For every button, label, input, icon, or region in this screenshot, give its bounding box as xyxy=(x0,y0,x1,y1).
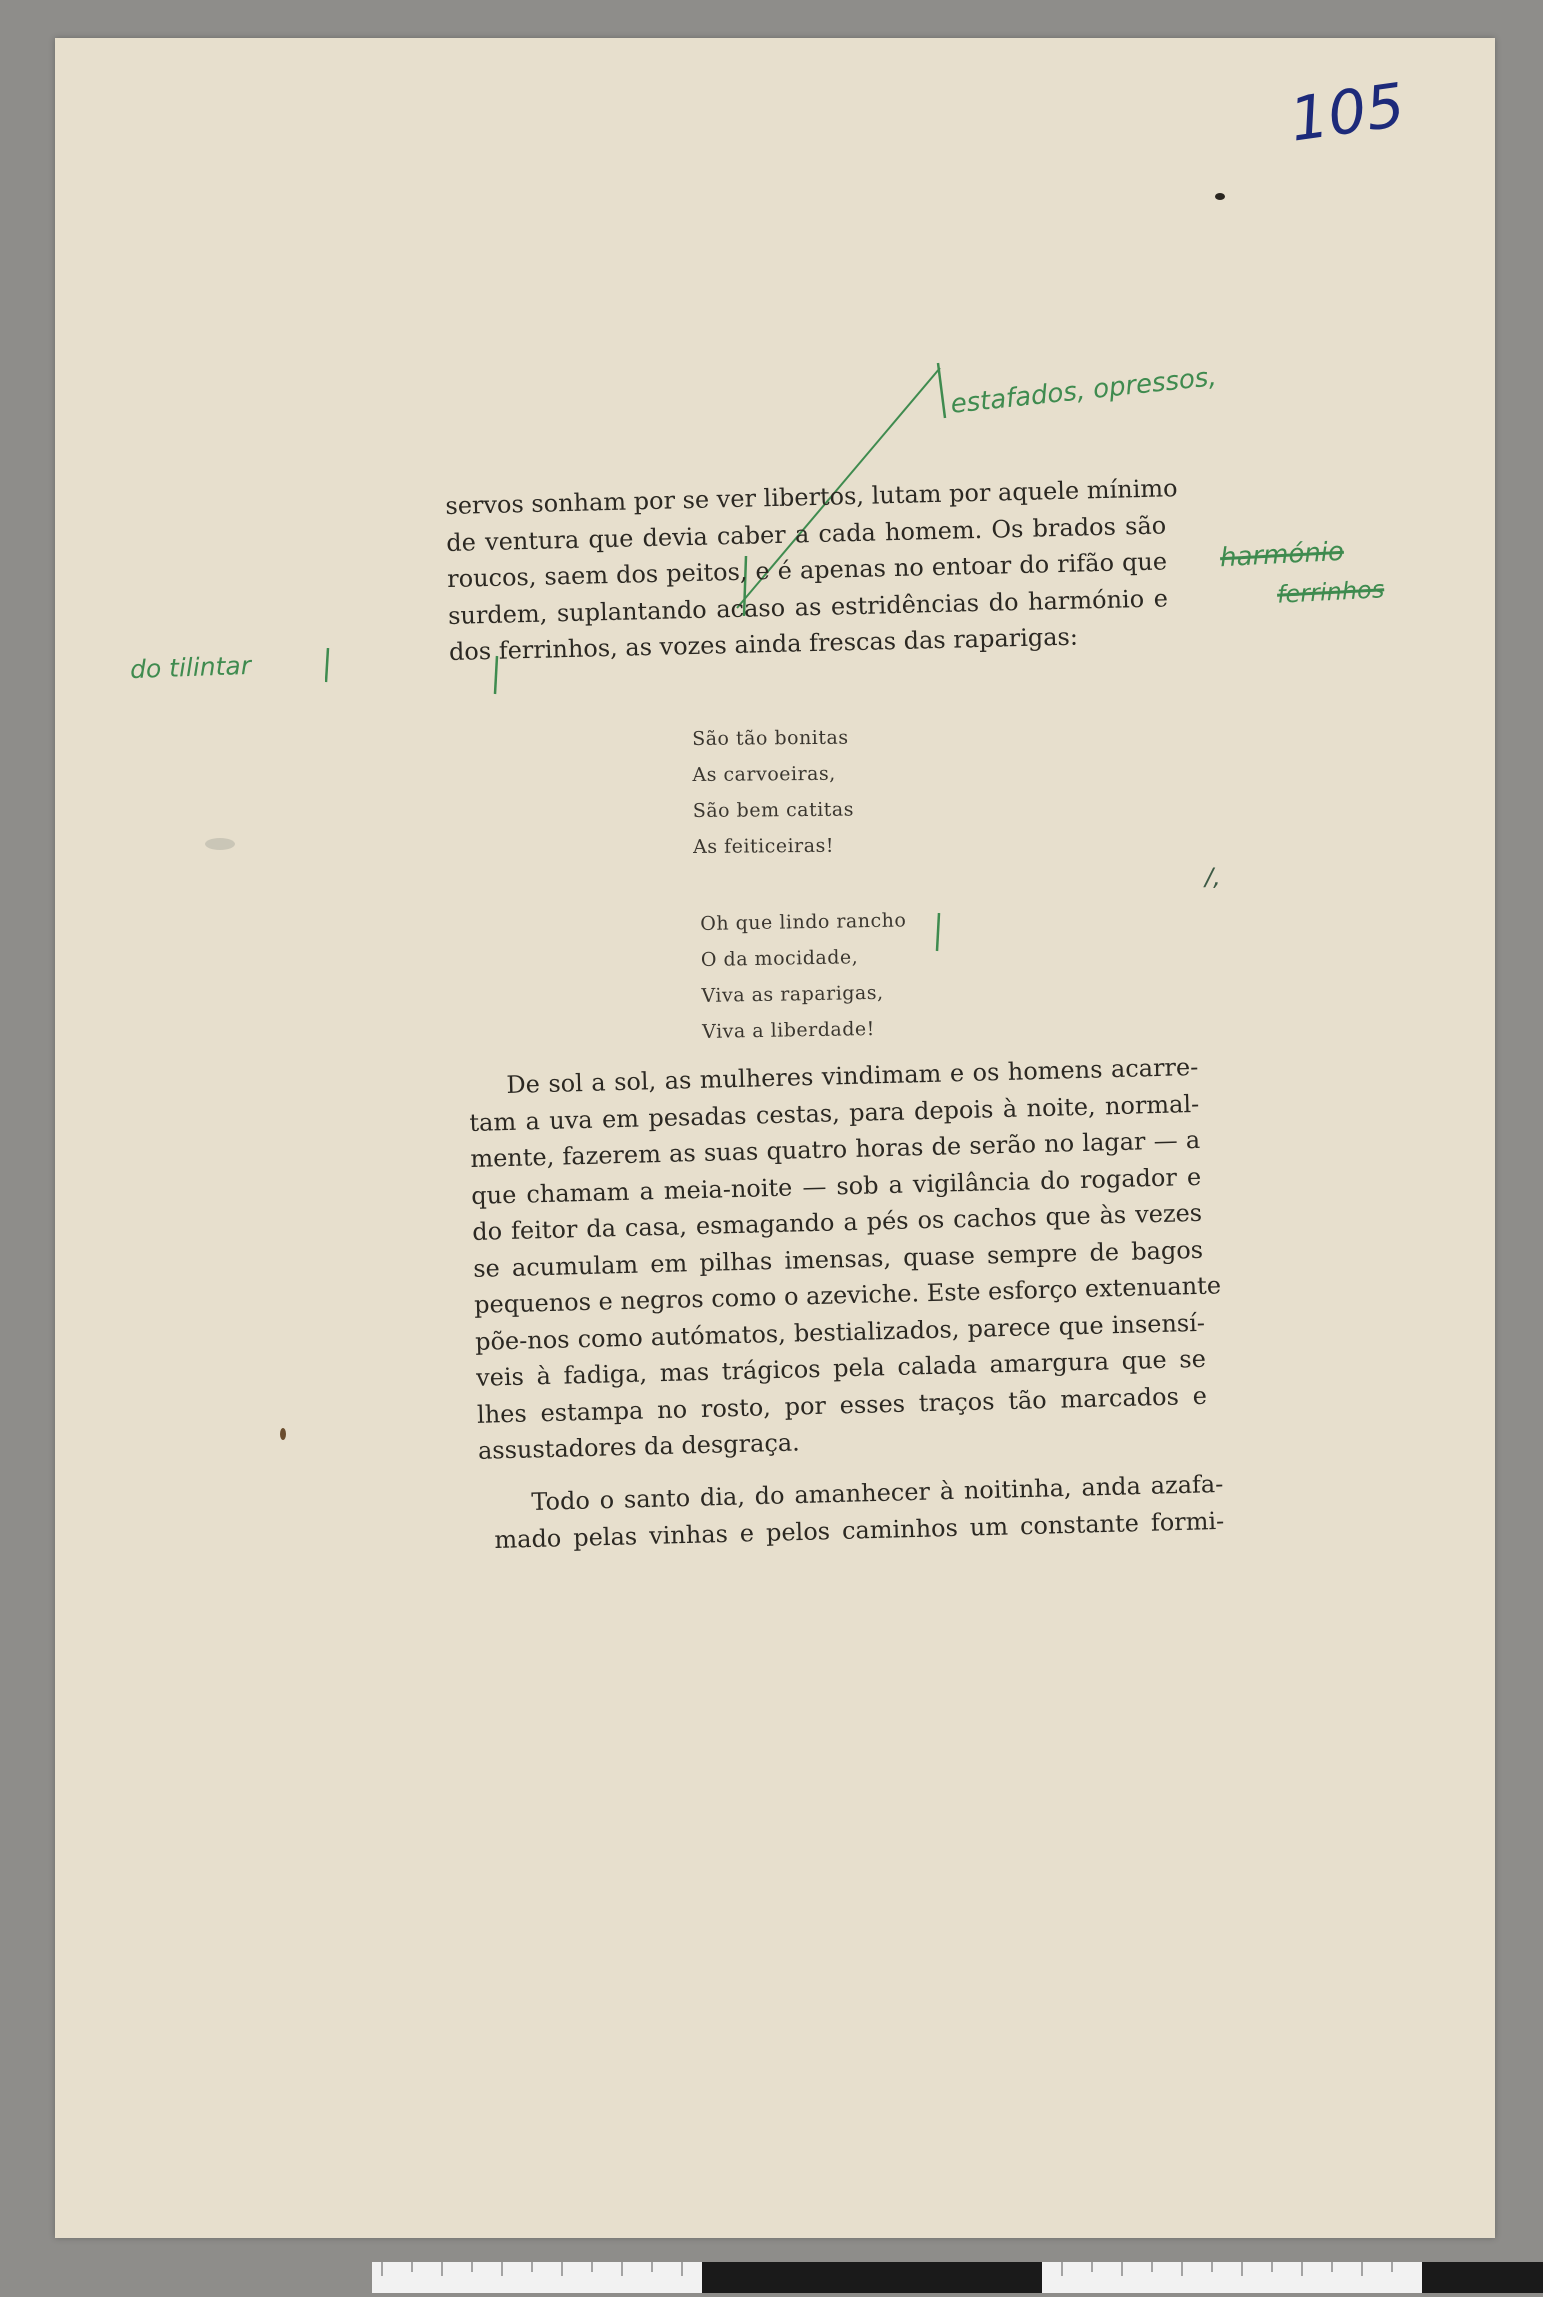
right-mark-annotation: /, xyxy=(1205,863,1221,891)
text-line: surdem, suplantando acaso as estridências do harmónio e xyxy=(447,583,1169,630)
paragraph-2 xyxy=(468,1049,1222,1469)
right-margin-struck-1: harmónio xyxy=(1219,536,1345,574)
text-line: do feitor da casa, esmagando a pés os cachos que às vezes xyxy=(471,1198,1203,1246)
verse-stanza-1 xyxy=(692,720,854,865)
document-page xyxy=(55,38,1495,2238)
text-line: Todo o santo dia, do amanhecer à noitinha, anda azafa- xyxy=(531,1469,1224,1516)
verse-insert-mark-icon xyxy=(933,913,945,958)
text-line: veis à fadiga, mas trágicos pela calada amargura que se xyxy=(475,1344,1207,1392)
top-insert-annotation: estafados, opressos, xyxy=(949,362,1218,420)
left-margin-annotation: do tilintar xyxy=(129,650,252,685)
text-line: se acumulam em pilhas imensas, quase sempre de bagos xyxy=(472,1235,1204,1283)
text-line: De sol a sol, as mulheres vindimam e os homens acarre- xyxy=(506,1052,1199,1099)
paper-speck xyxy=(205,838,235,850)
text-line: pequenos e negros como o azeviche. Este esforço extenuante xyxy=(473,1271,1222,1319)
text-line: que chamam a meia-noite — sob a vigilância do rogador e xyxy=(470,1162,1202,1210)
text-line: dos ferrinhos, as vozes ainda frescas das raparigas: xyxy=(448,622,1079,666)
verse-line: As feiticeiras! xyxy=(693,834,835,858)
verse-line: As carvoeiras, xyxy=(692,762,836,786)
text-line: tam a uva em pesadas cestas, para depois à noite, normal- xyxy=(469,1089,1200,1137)
verse-line: Viva a liberdade! xyxy=(702,1017,875,1043)
text-line: mado pelas vinhas e pelos caminhos um constante formi- xyxy=(494,1506,1225,1554)
verse-line: O da mocidade, xyxy=(700,946,859,971)
paper-speck xyxy=(280,1428,286,1440)
text-line: servos sonham por se ver libertos, lutam por aquele mínimo xyxy=(445,474,1178,520)
text-line: de ventura que devia caber a cada homem. Os brados são xyxy=(445,510,1167,557)
verse-line: Oh que lindo rancho xyxy=(700,909,907,935)
paper-speck xyxy=(1215,193,1225,200)
scale-ruler xyxy=(372,2262,1543,2293)
ruler-icon xyxy=(372,2262,1543,2293)
text-line: roucos, saem dos peitos, e é apenas no entoar do rifão que xyxy=(446,547,1168,593)
verse-line: Viva as raparigas, xyxy=(701,981,884,1007)
paragraph-3 xyxy=(493,1466,1225,1558)
text-line: lhes estampa no rosto, por esses traços tão marcados e xyxy=(476,1381,1208,1429)
paragraph-1 xyxy=(445,470,1178,670)
page-number: 105 xyxy=(1285,70,1409,156)
text-line: põe-nos como autómatos, bestializados, parece que insensí- xyxy=(474,1308,1206,1356)
text-line: assustadores da desgraça. xyxy=(477,1428,801,1465)
text-line: mente, fazerem as suas quatro horas de serão no lagar — a xyxy=(470,1125,1201,1173)
verse-stanza-2 xyxy=(700,902,909,1050)
right-margin-struck-2: ferrinhos xyxy=(1276,575,1385,609)
verse-line: São bem catitas xyxy=(692,798,855,822)
verse-line: São tão bonitas xyxy=(692,726,849,750)
